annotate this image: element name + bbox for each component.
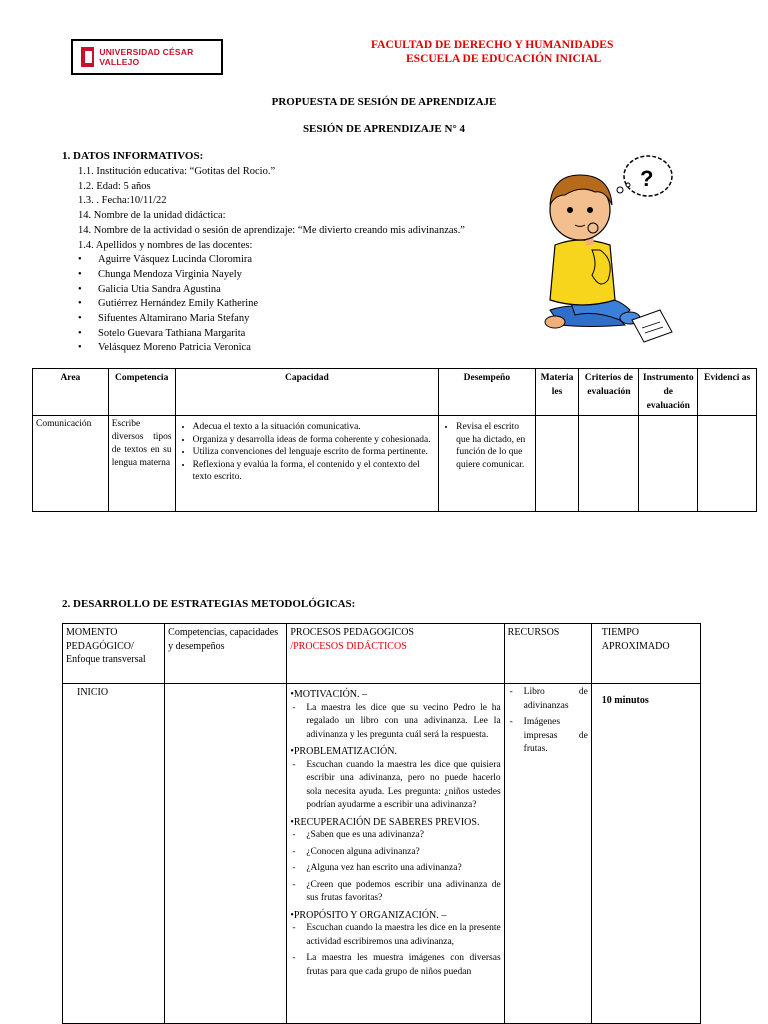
svg-text:?: ? (640, 166, 654, 191)
col-header-competencias: Competencias, capacidades y desempeños (165, 624, 287, 684)
informative-data (78, 165, 465, 356)
col-header-evidencias: Evidenci as (698, 369, 757, 416)
info-line: 14. Nombre de la actividad o sesión de aprendizaje: “Me divierto creando mis adivinanzas.” (78, 224, 465, 236)
col-header-tiempo: TIEMPO APROXIMADO (591, 624, 700, 684)
cell-momento: INICIO (63, 684, 165, 1024)
cell-instrumento (639, 416, 698, 512)
university-shield-icon (81, 47, 94, 67)
university-logo (71, 39, 223, 75)
session-title: SESIÓN DE APRENDIZAJE N° 4 (302, 123, 466, 135)
capacidad-item: • Organiza y desarrolla ideas de forma coherente y cohesionada. (193, 434, 436, 447)
stage-item: - ¿Conocen alguna adivinanza? (306, 846, 500, 860)
cell-competencias (165, 684, 287, 1024)
strategies-table (62, 623, 701, 1024)
info-line: 14. Nombre de la unidad didáctica: (78, 210, 226, 222)
cell-capacidades (175, 416, 439, 512)
desempeno-item: • Revisa el escrito que ha dictado, en función de lo que quiere comunicar. (456, 421, 531, 471)
faculty-header (371, 38, 613, 66)
stage-item: - La maestra les dice que su vecino Pedro le ha regalado un libro con una adivinanza. Lee la adivinanza y les pregunta cuál será la respuesta. (306, 702, 500, 743)
procesos-didacticos-label: /PROCESOS DIDÁCTICOS (290, 640, 407, 652)
cell-tiempo: 10 minutos (591, 684, 700, 1024)
stage-item: - ¿Alguna vez han escrito una adivinanza? (306, 862, 500, 876)
col-header-capacidad: Capacidad (175, 369, 439, 416)
cell-criterios (579, 416, 639, 512)
thinking-child-illustration (520, 150, 680, 350)
stage-item: - La maestra les muestra imágenes con diversas frutas para que cada grupo de niños puedan (306, 952, 500, 979)
cell-procesos (287, 684, 504, 1024)
stage-title: • RECUPERACIÓN DE SABERES PREVIOS. (290, 816, 500, 830)
info-line: 1.2. Edad: 5 años (78, 180, 151, 192)
section1-heading: 1. DATOS INFORMATIVOS: (62, 150, 204, 162)
cell-competencia: Escribe diversos tipos de textos en su lengua materna (108, 416, 175, 512)
stage-title: • PROPÓSITO Y ORGANIZACIÓN. – (290, 909, 500, 923)
cell-recursos (504, 684, 591, 1024)
teacher-item: • Aguirre Vásquez Lucinda Cloromira (78, 253, 465, 268)
teacher-item: • Sotelo Guevara Tathiana Margarita (78, 327, 465, 342)
section2-heading: 2. DESARROLLO DE ESTRATEGIAS METODOLÓGICAS: (62, 598, 356, 610)
teacher-item: • Gutiérrez Hernández Emily Katherine (78, 297, 465, 312)
recurso-item: - Imágenes impresas de frutas. (524, 716, 588, 757)
capacidad-item: • Reflexiona y evalúa la forma, el contenido y el contexto del texto escrito. (193, 459, 436, 484)
stage-title: • MOTIVACIÓN. – (290, 688, 500, 702)
stage-item: - Escuchan cuando la maestra les dice que quisiera escribir una adivinanza, pero no puede hacerlo sola necesita ayuda. Les pregunta: ¿niños ustedes podrían ayudarme a escribir una adivinanza? (306, 759, 500, 813)
cell-evidencias (698, 416, 757, 512)
col-header-instrumento: Instrumento de evaluación (639, 369, 698, 416)
teacher-item: • Chunga Mendoza Virginia Nayely (78, 268, 465, 283)
capacidad-item: • Utiliza convenciones del lenguaje escrito de forma pertinente. (193, 446, 436, 459)
cell-materiales (535, 416, 579, 512)
col-header-momento: MOMENTO PEDAGÓGICO/ Enfoque transversal (63, 624, 165, 684)
col-header-desempeno: Desempeño (439, 369, 535, 416)
col-header-competencia: Competencia (108, 369, 175, 416)
cell-area: Comunicación (33, 416, 109, 512)
cell-desempeno (439, 416, 535, 512)
col-header-recursos: RECURSOS (504, 624, 591, 684)
faculty-name: FACULTAD DE DERECHO Y HUMANIDADES (371, 39, 614, 51)
proposal-title: PROPUESTA DE SESIÓN DE APRENDIZAJE (271, 96, 497, 108)
stage-item: - ¿Creen que podemos escribir una adivinanza de sus frutas favoritas? (306, 879, 500, 906)
col-header-procesos (287, 624, 504, 684)
col-header-materiales: Materia les (535, 369, 579, 416)
procesos-pedagogicos-label: PROCESOS PEDAGOGICOS (290, 627, 414, 638)
stage-title: • PROBLEMATIZACIÓN. (290, 745, 500, 759)
school-name: ESCUELA DE EDUCACIÓN INICIAL (406, 53, 602, 65)
info-line: 1.3. . Fecha:10/11/22 (78, 195, 167, 207)
logo-text: UNIVERSIDAD CÉSAR VALLEJO (99, 47, 194, 67)
teacher-item: • Galicia Utia Sandra Agustina (78, 283, 465, 298)
teacher-item: • Velásquez Moreno Patricia Veronica (78, 341, 465, 356)
col-header-area: Area (33, 369, 109, 416)
stage-item: - ¿Saben que es una adivinanza? (306, 829, 500, 843)
info-line: 1.4. Apellidos y nombres de las docentes: (78, 239, 253, 251)
stage-item: - Escuchan cuando la maestra les dice en la presente actividad escribiremos una adivinanza, (306, 922, 500, 949)
competencies-table (32, 368, 757, 512)
recurso-item: - Libro de adivinanzas (524, 686, 588, 713)
info-line: 1.1. Institución educativa: “Gotitas del Rocio.” (78, 166, 276, 177)
teacher-item: • Sifuentes Altamirano Maria Stefany (78, 312, 465, 327)
capacidad-item: • Adecua el texto a la situación comunicativa. (193, 421, 436, 434)
col-header-criterios: Criterios de evaluación (579, 369, 639, 416)
